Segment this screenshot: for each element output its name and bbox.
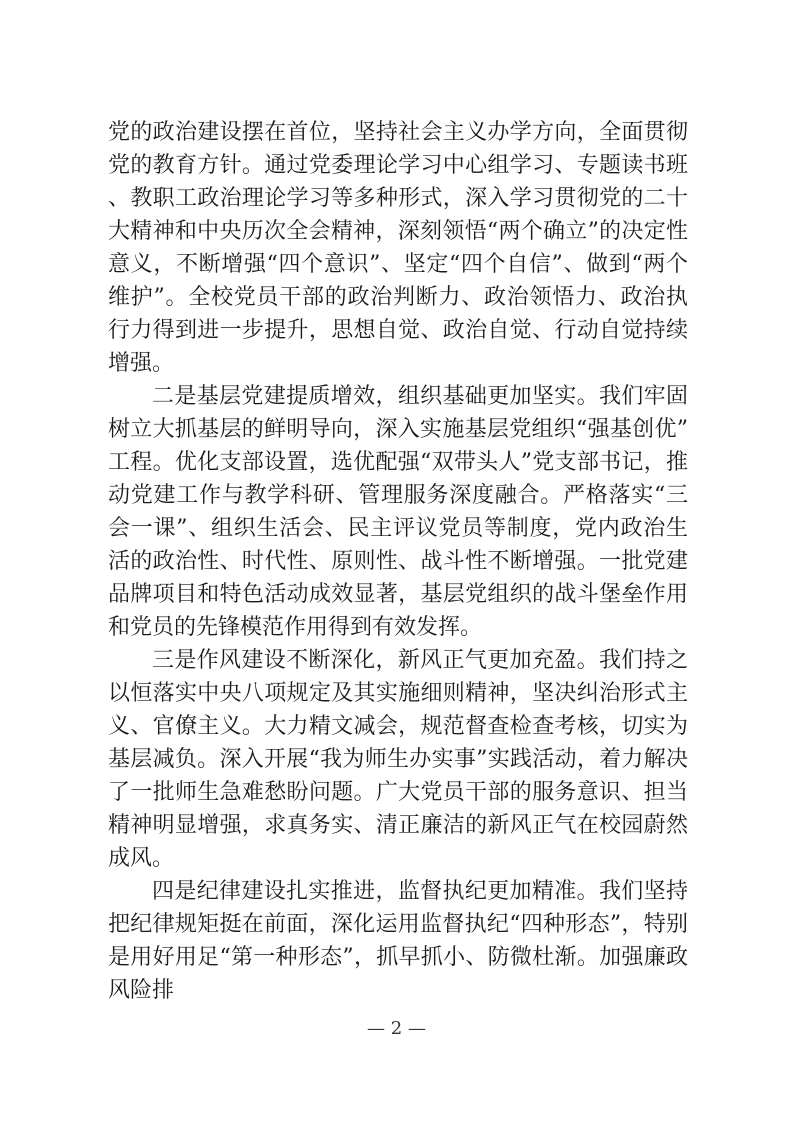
- paragraph-grassroots-party-building: 二是基层党建提质增效，组织基础更加坚实。我们牢固树立大抓基层的鲜明导向，深入实施基层党组织“强基创优”工程。优化支部设置，选优配强“双带头人”党支部书记，推动党建工作与教学科研、管理服务深度融合。严格落实“三会一课”、组织生活会、民主评议党员等制度，党内政治生活的政治性、时代性、原则性、战斗性不断增强。一批党建品牌项目和特色活动成效显著，基层党组织的战斗堡垒作用和党员的先锋模范作用得到有效发挥。: [108, 384, 688, 640]
- paragraph-work-style-building: 三是作风建设不断深化，新风正气更加充盈。我们持之以恒落实中央八项规定及其实施细则精神，坚决纠治形式主义、官僚主义。大力精文减会，规范督查检查考核，切实为基层减负。深入开展“我为师生办实事”实践活动，着力解决了一批师生急难愁盼问题。广大党员干部的服务意识、担当精神明显增强，求真务实、清正廉洁的新风正气在校园蔚然成风。: [108, 648, 688, 871]
- body-text: [108, 116, 688, 1007]
- paragraph-political-building: 党的政治建设摆在首位，坚持社会主义办学方向，全面贯彻党的教育方针。通过党委理论学习中心组学习、专题读书班、教职工政治理论学习等多种形式，深入学习贯彻党的二十大精神和中央历次全会精神，深刻领悟“两个确立”的决定性意义，不断增强“四个意识”、坚定“四个自信”、做到“两个维护”。全校党员干部的政治判断力、政治领悟力、政治执行力得到进一步提升，思想自觉、政治自觉、行动自觉持续增强。: [108, 120, 688, 376]
- page-number: — 2 —: [367, 1018, 426, 1039]
- paragraph-discipline-building: 四是纪律建设扎实推进，监督执纪更加精准。我们坚持把纪律规矩挺在前面，深化运用监督执纪“四种形态”，特别是用好用足“第一种形态”，抓早抓小、防微杜渐。加强廉政风险排: [108, 879, 688, 1003]
